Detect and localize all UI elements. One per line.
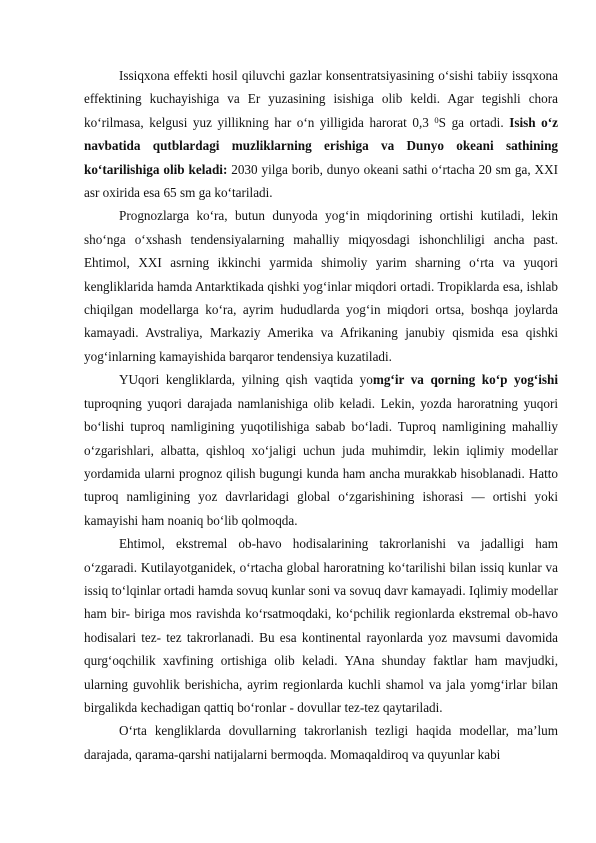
- degree-superscript: 0: [434, 114, 439, 125]
- paragraph-5: O‘rta kengliklarda dovullarning takrorlanish tezligi haqida modellar, ma’lum darajada, qarama-qarshi natijalarni bermoqda. Momaqaldiroq va quyunlar kabi: [84, 723, 558, 762]
- paragraph-3-text-a: YUqori kengliklarda, yilning qish vaqtida yo: [119, 372, 373, 388]
- paragraph-1-text-a: Issiqxona effekti hosil qiluvchi gazlar konsentratsiyasining o‘sishi tabiiy issqxona effektining kuchayishiga va Er yuzasining isishiga olib keldi. Agar tegishli chora ko‘rilmasa, kelgusi yuz yillikning har o‘n yilligida harorat 0,3: [84, 68, 558, 130]
- document-page: [84, 64, 558, 766]
- paragraph-3-text-b: tuproqning yuqori darajada namlanishiga olib keladi. Lekin, yozda haroratning yuqori bo‘lishi tuproq namligining yuqotilishiga sabab bo‘ladi. Tuproq namligining mahalliy o‘zgarishlari, albatta, qishloq xo‘jaligi uchun juda muhimdir, lekin iqlimiy modellar yordamida ularni prognoz qilish bugungi kunda ham ancha murakkab hisoblanadi. Hatto tuproq namligining yoz davrlaridagi global o‘zgarishining ishorasi — ortishi yoki kamayishi ham noaniq bo‘lib qolmoqda.: [84, 395, 558, 528]
- paragraph-4: Ehtimol, ekstremal ob-havo hodisalarining takrorlanishi va jadalligi ham o‘zgaradi. Kutilayotganidek, o‘rtacha global haroratning ko‘tarilishi bilan issiq kunlar va issiq to‘lqinlar ortadi hamda sovuq kunlar soni va sovuq davr kamayadi. Iqlimiy modellar ham bir- biriga mos ravishda ko‘rsatmoqdaki, ko‘pchilik regionlarda ekstremal ob-havo hodisalari tez- tez takrorlanadi. Bu esa kontinental rayonlarda yoz mavsumi davomida qurg‘oqchilik xavfining ortishiga olib keladi. YAna shunday faktlar ham mavjudki, ularning guvohlik berishicha, ayrim regionlarda kuchli shamol va jala yomg‘irlar bilan birgalikda kechadigan qattiq bo‘ronlar - dovullar tez-tez qaytariladi.: [84, 536, 558, 715]
- paragraph-3: [84, 368, 558, 532]
- paragraph-1-text-b: S ga ortadi.: [438, 114, 510, 130]
- paragraph-1-text-c: 2030 yilga borib, dunyo okeani sathi o‘rtacha 20 sm ga, XXI asr oxirida esa 65 sm ga ko‘tariladi.: [84, 161, 558, 201]
- paragraph-3-bold-phrase: mg‘ir va qorning ko‘p yog‘ishi: [372, 372, 558, 388]
- paragraph-1-bold-sentence: Isish o‘z navbatida qutblardagi muzliklarning erishiga va Dunyo okeani sathining ko‘tarilishiga olib keladi:: [84, 114, 559, 177]
- paragraph-2: Prognozlarga ko‘ra, butun dunyoda yog‘in miqdorining ortishi kutiladi, lekin sho‘nga o‘xshash tendensiyalarning mahalliy miqyosdagi ishonchliligi ancha past. Ehtimol, XXI asrning ikkinchi yarmida shimoliy yarim sharning o‘rta va yuqori kengliklarida hamda Antarktikada qishki yog‘inlar miqdori ortadi. Tropiklarda esa, ishlab chiqilgan modellarga ko‘ra, ayrim hududlarda yog‘in miqdori ortsa, boshqa joylarda kamayadi. Avstraliya, Markaziy Amerika va Afrikaning janubiy qismida esa qishki yog‘inlarning kamayishida barqaror tendensiya kuzatiladi.: [84, 208, 558, 364]
- paragraph-1: [84, 64, 558, 204]
